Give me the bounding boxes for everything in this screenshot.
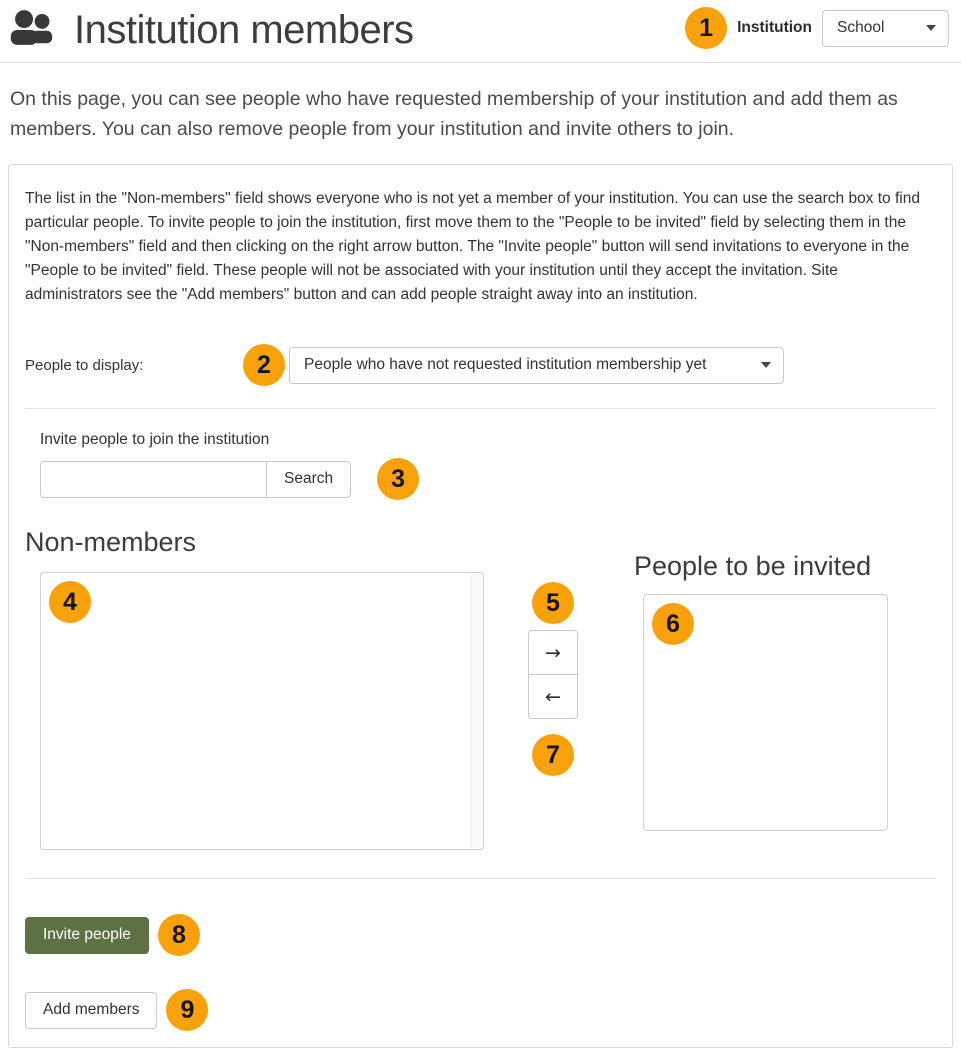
invite-search-label: Invite people to join the institution	[40, 431, 270, 448]
search-button[interactable]: Search	[266, 461, 351, 498]
institution-label: Institution	[737, 19, 812, 36]
people-to-display-label: People to display:	[25, 356, 144, 374]
section-divider	[25, 408, 936, 409]
annotation-badge-7: 7	[532, 734, 574, 776]
annotation-badge-5: 5	[532, 582, 574, 624]
buttons-divider	[25, 878, 936, 879]
move-buttons-column	[495, 516, 611, 850]
people-to-be-invited-listbox[interactable]	[643, 594, 888, 831]
page-title: Institution members	[74, 8, 414, 52]
arrow-right-icon: →	[545, 641, 561, 664]
annotation-badge-6: 6	[652, 603, 694, 645]
annotation-badge-1: 1	[685, 7, 727, 49]
annotation-badge-3: 3	[377, 458, 419, 500]
members-form-panel	[8, 164, 953, 1048]
search-input[interactable]	[40, 461, 267, 498]
people-to-display-row	[25, 344, 936, 386]
non-members-listbox[interactable]	[40, 572, 484, 850]
chevron-down-icon	[761, 362, 771, 368]
annotation-badge-4: 4	[49, 581, 91, 623]
info-text: The list in the "Non-members" field shows everyone who is not yet a member of your institution. You can use the search box to find particular people. To invite people to join the institution, first move them to the "People to be invited" field by selecting them in the "Non-members" field and then clicking on the right arrow button. The "Invite people" button will send invitations to everyone in the "People to be invited" field. These people will not be associated with your institution until they accept the invitation. Site administrators see the "Add members" button and can add people straight away into an institution.	[25, 190, 920, 303]
invite-search-row	[40, 458, 936, 500]
annotation-badge-2: 2	[243, 344, 285, 386]
annotation-badge-9: 9	[166, 989, 208, 1031]
invite-people-button[interactable]: Invite people	[25, 917, 149, 954]
invite-button-row	[25, 914, 936, 956]
institution-select[interactable]	[822, 10, 949, 47]
member-selection-columns	[25, 516, 936, 850]
header-divider	[0, 62, 961, 63]
annotation-badge-8: 8	[158, 914, 200, 956]
intro-text: On this page, you can see people who have requested membership of your institution and add them as members. You can also remove people from your institution and invite others to join.	[10, 88, 898, 140]
institution-select-value: School	[837, 19, 885, 36]
move-button-group	[528, 630, 578, 719]
people-to-display-select-value: People who have not requested institution membership yet	[304, 356, 707, 373]
users-icon	[10, 10, 60, 50]
non-members-column	[25, 516, 495, 850]
people-to-be-invited-heading: People to be invited	[634, 551, 872, 581]
arrow-left-icon: ←	[545, 685, 561, 708]
add-button-row	[25, 989, 936, 1031]
chevron-down-icon	[926, 25, 936, 31]
move-right-button[interactable]	[528, 630, 578, 675]
people-to-display-select[interactable]	[289, 347, 784, 384]
move-left-button[interactable]	[528, 674, 578, 719]
add-members-button[interactable]: Add members	[25, 992, 157, 1029]
page-header	[0, 0, 961, 56]
non-members-heading: Non-members	[25, 527, 197, 557]
invited-column	[611, 516, 891, 850]
